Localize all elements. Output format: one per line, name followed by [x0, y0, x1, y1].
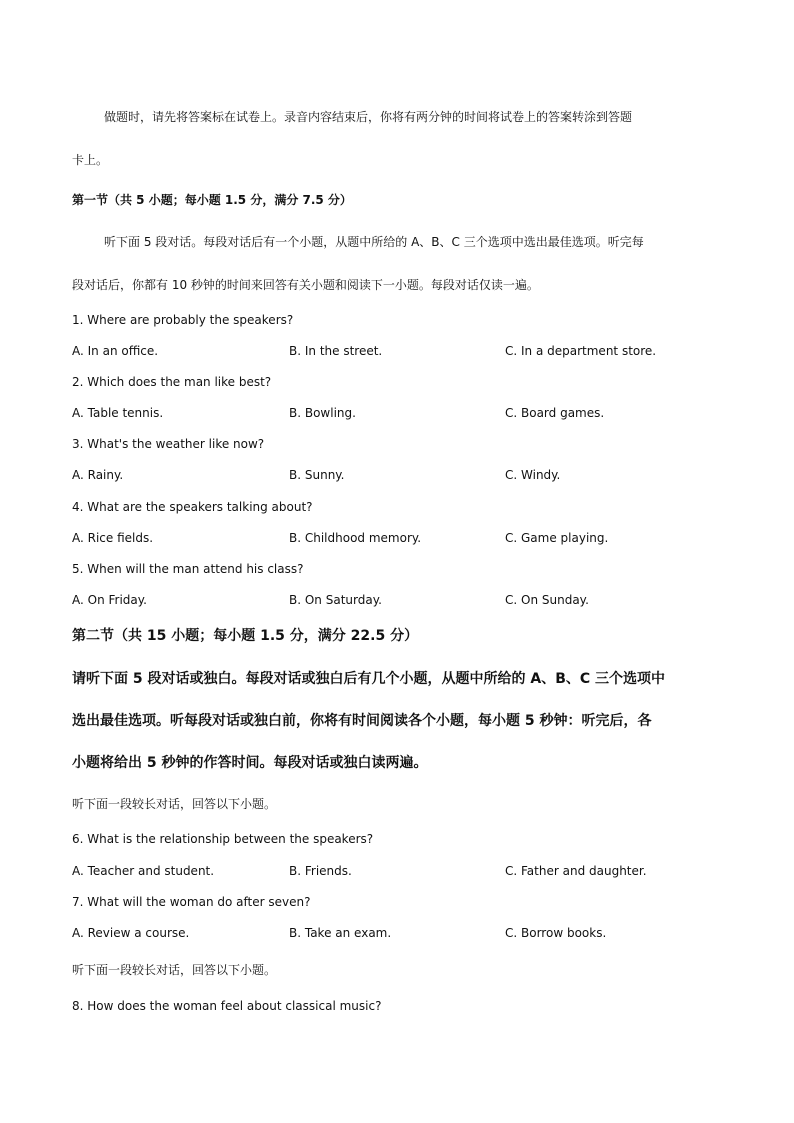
question-6-option-b: B. Friends.: [289, 864, 352, 878]
section1-instruction-2: 段对话后，你都有 10 秒钟的时间来回答有关小题和阅读下一小题。每段对话仅读一遍。: [72, 278, 539, 292]
question-2-option-b: B. Bowling.: [289, 406, 356, 420]
section2-heading: 第二节（共 15 小题；每小题 1.5 分，满分 22.5 分）: [72, 628, 419, 644]
question-3-option-b: B. Sunny.: [289, 468, 345, 482]
section2-instruction-2: 选出最佳选项。听每段对话或独白前，你将有时间阅读各个小题，每小题 5 秒钟：听完后，各: [72, 713, 652, 729]
question-3-option-a: A. Rainy.: [72, 468, 124, 482]
question-4-option-a: A. Rice fields.: [72, 531, 154, 545]
question-5-option-a: A. On Friday.: [72, 593, 147, 607]
question-4-option-b: B. Childhood memory.: [289, 531, 422, 545]
long-dialogue-label-1: 听下面一段较长对话，回答以下小题。: [72, 797, 277, 811]
question-2: 2. Which does the man like best?: [72, 375, 272, 389]
question-5-option-c: C. On Sunday.: [505, 593, 589, 607]
question-5: 5. When will the man attend his class?: [72, 562, 304, 576]
question-1-option-c: C. In a department store.: [505, 344, 657, 358]
section1-heading: 第一节（共 5 小题；每小题 1.5 分，满分 7.5 分）: [72, 193, 352, 207]
question-2-option-a: A. Table tennis.: [72, 406, 164, 420]
question-7: 7. What will the woman do after seven?: [72, 895, 311, 909]
question-6: 6. What is the relationship between the speakers?: [72, 832, 374, 846]
question-7-option-b: B. Take an exam.: [289, 926, 392, 940]
intro-line-1: 做题时，请先将答案标在试卷上。录音内容结束后，你将有两分钟的时间将试卷上的答案转涂到答题: [104, 110, 633, 124]
question-2-option-c: C. Board games.: [505, 406, 605, 420]
section2-instruction-3: 小题将给出 5 秒钟的作答时间。每段对话或独白读两遍。: [72, 755, 428, 771]
question-1-option-b: B. In the street.: [289, 344, 383, 358]
question-7-option-a: A. Review a course.: [72, 926, 190, 940]
question-4-option-c: C. Game playing.: [505, 531, 609, 545]
question-3-option-c: C. Windy.: [505, 468, 561, 482]
question-7-option-c: C. Borrow books.: [505, 926, 607, 940]
question-6-option-a: A. Teacher and student.: [72, 864, 215, 878]
section2-instruction-1: 请听下面 5 段对话或独白。每段对话或独白后有几个小题，从题中所给的 A、B、C 三个选项中: [72, 671, 666, 687]
question-6-option-c: C. Father and daughter.: [505, 864, 647, 878]
question-1-option-a: A. In an office.: [72, 344, 159, 358]
intro-line-2: 卡上。: [72, 153, 109, 167]
question-3: 3. What's the weather like now?: [72, 437, 265, 451]
question-8: 8. How does the woman feel about classical music?: [72, 999, 382, 1013]
question-5-option-b: B. On Saturday.: [289, 593, 382, 607]
long-dialogue-label-2: 听下面一段较长对话，回答以下小题。: [72, 963, 277, 977]
question-4: 4. What are the speakers talking about?: [72, 500, 313, 514]
question-1: 1. Where are probably the speakers?: [72, 313, 294, 327]
section1-instruction-1: 听下面 5 段对话。每段对话后有一个小题，从题中所给的 A、B、C 三个选项中选出最佳选项。听完每: [104, 235, 644, 249]
